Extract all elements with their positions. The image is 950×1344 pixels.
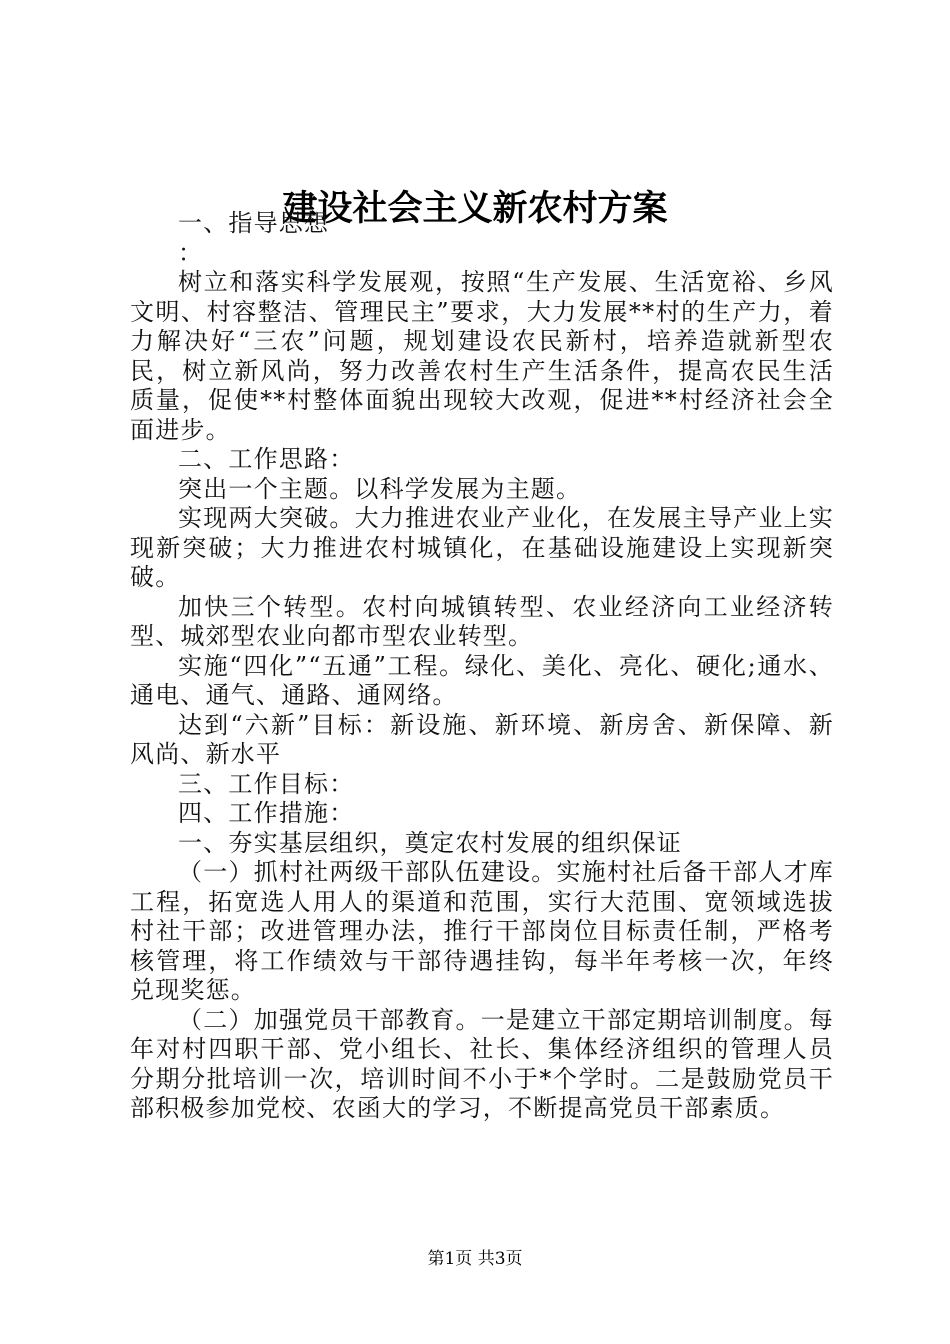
heading-work-measures: 四、工作措施：	[178, 799, 355, 827]
paragraph-one-theme: 突出一个主题。以科学发展为主题。	[178, 474, 582, 503]
page-footer: 第1页 共3页	[427, 1249, 523, 1269]
paragraph-four-five-projects: 实施“四化”“五通”工程。绿化、美化、亮化、硬化;通水、通电、通气、通路、通网络。	[130, 651, 834, 709]
paragraph-cadre-team: （一）抓村社两级干部队伍建设。实施村社后备干部人才库工程，拓宽选人用人的渠道和范围，实行大范围、宽领域选拔村社干部；改进管理办法，推行干部岗位目标责任制，严格考核管理，将工作绩效与干部待遇挂钩，每半年考核一次，年终兑现奖惩。	[130, 858, 834, 1004]
colon-line: ：	[178, 238, 204, 267]
heading-measure-one: 一、夯实基层组织，奠定农村发展的组织保证	[178, 828, 682, 857]
paragraph-three-transitions: 加快三个转型。农村向城镇转型、农业经济向工业经济转型、城郊型农业向都市型农业转型。	[130, 592, 834, 650]
heading-work-approach: 二、工作思路：	[178, 445, 355, 473]
heading-work-goals: 三、工作目标：	[178, 769, 355, 798]
paragraph-party-education: （二）加强党员干部教育。一是建立干部定期培训制度。每年对村四职干部、党小组长、社长、集体经济组织的管理人员分期分批培训一次，培训时间不小于*个学时。二是鼓励党员干部积极参加党校、农函大的学习，不断提高党员干部素质。	[130, 1005, 834, 1122]
document-title: 建设社会主义新农村方案	[282, 188, 668, 229]
document-body	[130, 209, 834, 1124]
paragraph-two-breakthroughs: 实现两大突破。大力推进农业产业化，在发展主导产业上实现新突破；大力推进农村城镇化，在基础设施建设上实现新突破。	[130, 504, 834, 591]
heading-guiding-ideology: 一、指导思想	[178, 209, 330, 237]
paragraph-guiding-content: 树立和落实科学发展观，按照“生产发展、生活宽裕、乡风文明、村容整洁、管理民主”要求，大力发展**村的生产力，着力解决好“三农”问题，规划建设农民新村，培养造就新型农民，树立新风尚，努力改善农村生产生活条件，提高农民生活质量，促使**村整体面貌出现较大改观，促进**村经济社会全面进步。	[130, 268, 834, 444]
paragraph-six-new-goals: 达到“六新”目标：新设施、新环境、新房舍、新保障、新风尚、新水平	[130, 710, 834, 768]
